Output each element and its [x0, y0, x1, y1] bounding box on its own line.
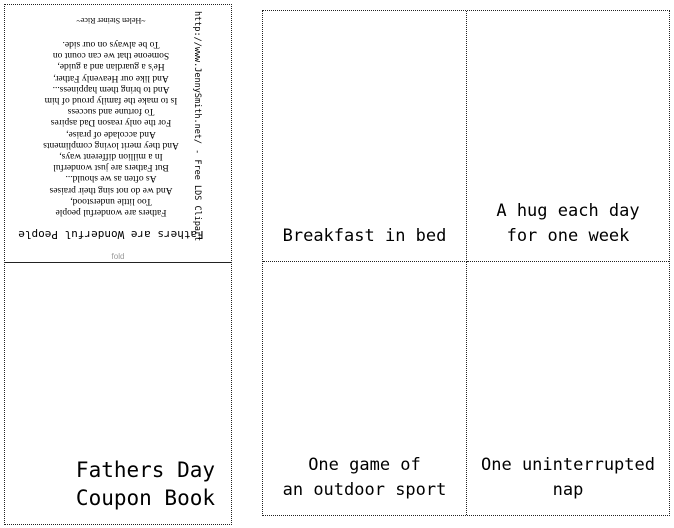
- coupon-sheet: [262, 10, 670, 516]
- coupon-outdoor-sport: [263, 262, 467, 515]
- poem-line: And accolade of praise,: [66, 128, 156, 139]
- coupon-breakfast: [263, 11, 467, 262]
- poem-line: As often as we should...: [65, 173, 157, 184]
- cover-title: [76, 456, 215, 512]
- coupon-hug: [467, 11, 669, 262]
- coupon-text: Breakfast in bed: [282, 226, 447, 246]
- cover-title-line: Coupon Book: [75, 486, 215, 510]
- poem-line: Someone that we can count on: [52, 50, 170, 61]
- poem-author: ~Helen Steiner Rice~: [76, 16, 146, 25]
- poem-upside-down: [7, 7, 215, 247]
- poem-title: Fathers are Wonderful People: [18, 228, 204, 241]
- poem-line: To fortune and success: [67, 106, 155, 117]
- poem-text: [7, 38, 215, 217]
- coupon-text: A hug each day: [496, 201, 640, 221]
- cover-title-line: Fathers Day: [75, 458, 215, 482]
- clipart-credit: http://www.JennySmith.net/ - Free LDS Clipart: [192, 11, 202, 242]
- poem-line: And like our Heavenly Father,: [53, 72, 169, 83]
- poem-line: Is to make the family proud of him: [44, 94, 178, 105]
- coupon-nap: [467, 262, 669, 515]
- poem-line: Fathers are wonderful people: [55, 207, 167, 217]
- cover-section: [5, 264, 231, 524]
- poem-line: And they merit loving compliments: [43, 139, 179, 150]
- fold-label: fold: [111, 252, 125, 261]
- poem-line: To be always on our side.: [62, 38, 160, 49]
- poem-line: For the only reason Dad aspires: [50, 117, 172, 128]
- booklet-page: [4, 4, 232, 525]
- poem-line: He's a guardian and a guide,: [57, 61, 165, 72]
- poem-line: And to bring them happiness...: [52, 83, 170, 94]
- poem-line: And we do not sing their praises: [49, 184, 173, 195]
- coupon-text: for one week: [506, 226, 630, 246]
- coupon-text: One uninterrupted: [481, 455, 655, 475]
- coupon-text: nap: [552, 480, 584, 500]
- poem-line: In a million different ways,: [59, 150, 163, 161]
- poem-line: But Fathers are just wonderful: [53, 162, 169, 173]
- coupon-text: One game of: [308, 455, 421, 475]
- poem-section: [5, 5, 231, 263]
- poem-line: Too little understood,: [70, 195, 152, 206]
- coupon-text: an outdoor sport: [282, 480, 447, 500]
